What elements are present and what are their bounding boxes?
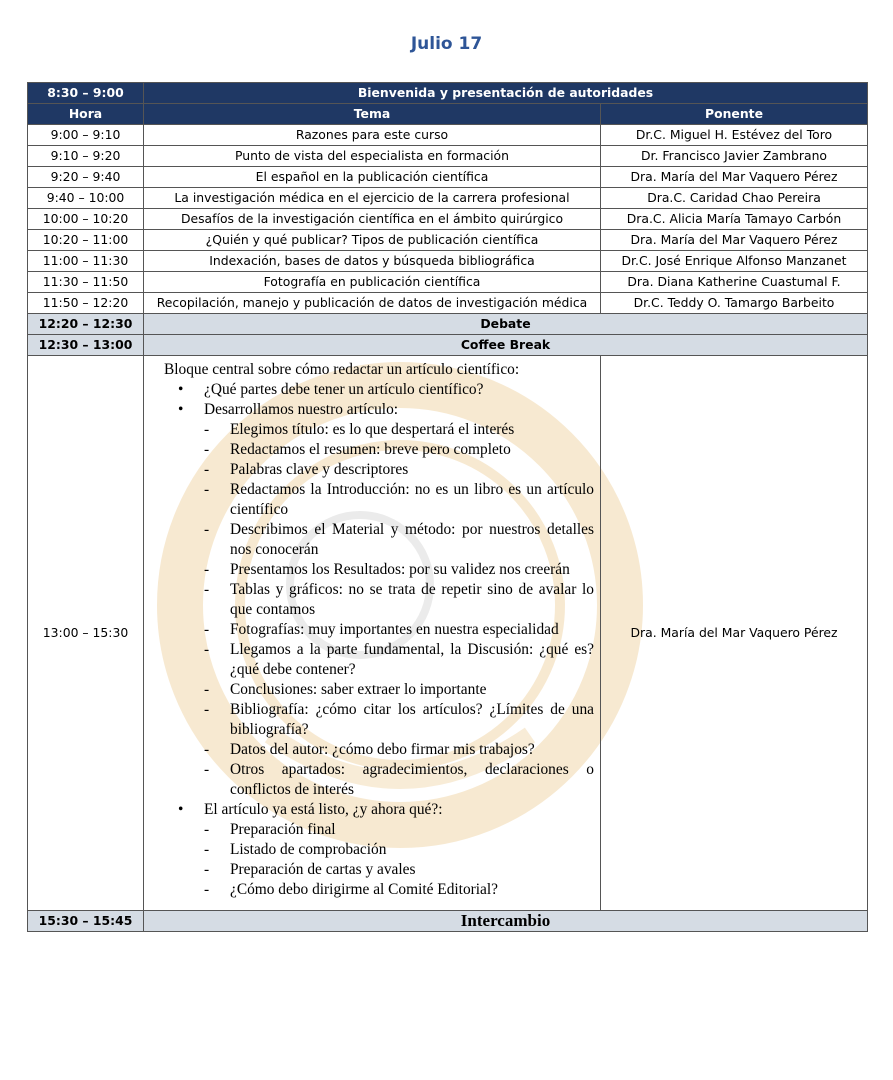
row-time: 9:20 – 9:40 <box>28 167 144 188</box>
coffee-time: 12:30 – 13:00 <box>28 335 144 356</box>
header-topic: Tema <box>144 104 601 125</box>
bullet-text: El artículo ya está listo, ¿y ahora qué?: <box>204 801 443 818</box>
list-item: - Presentamos los Resultados: por su validez nos creerán <box>230 560 594 580</box>
exchange-row <box>28 911 868 932</box>
row-speaker: Dr.C. José Enrique Alfonso Manzanet <box>601 251 868 272</box>
row-topic: Desafíos de la investigación científica en el ámbito quirúrgico <box>144 209 601 230</box>
table-row <box>28 230 868 251</box>
block-speaker: Dra. María del Mar Vaquero Pérez <box>601 356 868 911</box>
row-time: 11:50 – 12:20 <box>28 293 144 314</box>
coffee-topic: Coffee Break <box>144 335 868 356</box>
block-time: 13:00 – 15:30 <box>28 356 144 911</box>
welcome-topic: Bienvenida y presentación de autoridades <box>144 83 868 104</box>
list-item: - Bibliografía: ¿cómo citar los artículos? ¿Límites de una bibliografía? <box>230 700 594 740</box>
row-speaker: Dra. María del Mar Vaquero Pérez <box>601 167 868 188</box>
debate-row <box>28 314 868 335</box>
list-item <box>204 800 594 900</box>
list-item: - Redactamos la Introducción: no es un libro es un artículo científico <box>230 480 594 520</box>
sub-list <box>204 820 594 900</box>
list-item: - Palabras clave y descriptores <box>230 460 594 480</box>
row-speaker: Dra. María del Mar Vaquero Pérez <box>601 230 868 251</box>
row-topic: ¿Quién y qué publicar? Tipos de publicación científica <box>144 230 601 251</box>
list-item: - ¿Cómo debo dirigirme al Comité Editorial? <box>230 880 594 900</box>
list-item: - Redactamos el resumen: breve pero completo <box>230 440 594 460</box>
welcome-time: 8:30 – 9:00 <box>28 83 144 104</box>
list-item <box>204 380 594 400</box>
row-speaker: Dr. Francisco Javier Zambrano <box>601 146 868 167</box>
block-topic <box>144 356 601 911</box>
page-title: Julio 17 <box>410 34 483 54</box>
row-speaker: Dra.C. Alicia María Tamayo Carbón <box>601 209 868 230</box>
list-item: - Describimos el Material y método: por nuestros detalles nos conocerán <box>230 520 594 560</box>
row-topic: Razones para este curso <box>144 125 601 146</box>
sub-list <box>204 420 594 800</box>
row-speaker: Dr.C. Teddy O. Tamargo Barbeito <box>601 293 868 314</box>
central-block-row <box>28 356 868 911</box>
header-speaker: Ponente <box>601 104 868 125</box>
schedule-table <box>27 82 868 932</box>
row-time: 9:40 – 10:00 <box>28 188 144 209</box>
table-row <box>28 293 868 314</box>
row-topic: Indexación, bases de datos y búsqueda bibliográfica <box>144 251 601 272</box>
table-row <box>28 272 868 293</box>
list-item: - Llegamos a la parte fundamental, la Discusión: ¿qué es? ¿qué debe contener? <box>230 640 594 680</box>
debate-topic: Debate <box>144 314 868 335</box>
row-time: 9:10 – 9:20 <box>28 146 144 167</box>
row-topic: Punto de vista del especialista en formación <box>144 146 601 167</box>
table-row <box>28 167 868 188</box>
list-item: - Fotografías: muy importantes en nuestra especialidad <box>230 620 594 640</box>
row-topic: La investigación médica en el ejercicio de la carrera profesional <box>144 188 601 209</box>
list-item: - Tablas y gráficos: no se trata de repetir sino de avalar lo que contamos <box>230 580 594 620</box>
row-time: 10:00 – 10:20 <box>28 209 144 230</box>
list-item: - Elegimos título: es lo que despertará el interés <box>230 420 594 440</box>
header-row <box>28 104 868 125</box>
row-topic: El español en la publicación científica <box>144 167 601 188</box>
row-speaker: Dra.C. Caridad Chao Pereira <box>601 188 868 209</box>
exchange-time: 15:30 – 15:45 <box>28 911 144 932</box>
table-row <box>28 251 868 272</box>
list-item <box>204 400 594 800</box>
row-topic: Recopilación, manejo y publicación de datos de investigación médica <box>144 293 601 314</box>
row-time: 10:20 – 11:00 <box>28 230 144 251</box>
bullet-text: Desarrollamos nuestro artículo: <box>204 401 399 418</box>
welcome-row <box>28 83 868 104</box>
row-time: 9:00 – 9:10 <box>28 125 144 146</box>
row-speaker: Dr.C. Miguel H. Estévez del Toro <box>601 125 868 146</box>
list-item: - Preparación de cartas y avales <box>230 860 594 880</box>
table-row <box>28 209 868 230</box>
coffee-break-row <box>28 335 868 356</box>
row-topic: Fotografía en publicación científica <box>144 272 601 293</box>
list-item: - Listado de comprobación <box>230 840 594 860</box>
exchange-topic: Intercambio <box>144 911 868 932</box>
row-time: 11:30 – 11:50 <box>28 272 144 293</box>
block-intro: Bloque central sobre cómo redactar un artículo científico: <box>164 361 520 378</box>
table-row <box>28 188 868 209</box>
list-item: - Preparación final <box>230 820 594 840</box>
debate-time: 12:20 – 12:30 <box>28 314 144 335</box>
list-item: - Conclusiones: saber extraer lo importante <box>230 680 594 700</box>
block-bullet-list <box>164 380 594 900</box>
table-row <box>28 125 868 146</box>
table-row <box>28 146 868 167</box>
header-time: Hora <box>28 104 144 125</box>
row-time: 11:00 – 11:30 <box>28 251 144 272</box>
list-item: - Otros apartados: agradecimientos, declaraciones o conflictos de interés <box>230 760 594 800</box>
list-item: - Datos del autor: ¿cómo debo firmar mis trabajos? <box>230 740 594 760</box>
bullet-text: ¿Qué partes debe tener un artículo científico? <box>204 381 484 398</box>
row-speaker: Dra. Diana Katherine Cuastumal F. <box>601 272 868 293</box>
